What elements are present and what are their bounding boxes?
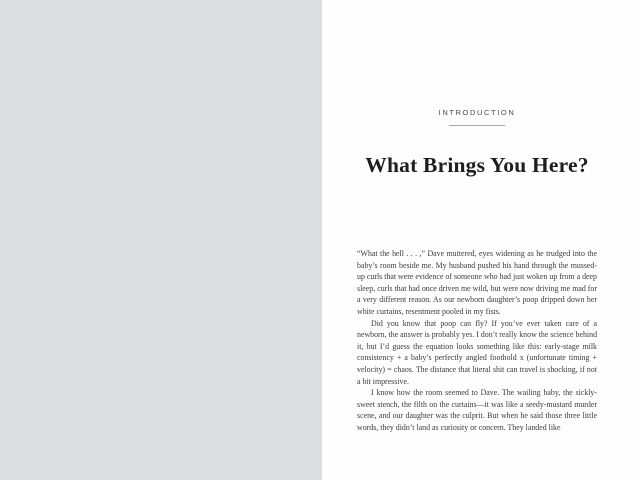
kicker-rule bbox=[449, 125, 505, 126]
page-content bbox=[357, 0, 597, 434]
chapter-title: What Brings You Here? bbox=[365, 153, 589, 177]
chapter-kicker: INTRODUCTION bbox=[438, 108, 516, 117]
body-text bbox=[357, 248, 597, 434]
paragraph: “What the hell . . . ,” Dave muttered, eyes widening as he trudged into the baby’s room beside me. My husband pushed his hand through the mussed-up curls that were evidence of someone who had just woken up from a deep sleep, curls that had once driven me wild, but were now driving me mad for a very different reason. As our newborn daughter’s poop dripped down her white curtains, resentment pooled in my fists. bbox=[357, 249, 597, 316]
book-page bbox=[322, 0, 640, 480]
paragraph: Did you know that poop can fly? If you’ve ever taken care of a newborn, the answer is probably yes. I don’t really know the science behind it, but I’d guess the equation looks something like this: early-stage milk consistency + a baby’s perfectly angled foothold x (unfortunate timing + velocity) = chaos. The distance that literal shit can travel is shocking, if not a bit impressive. bbox=[357, 318, 598, 386]
paragraph: I know how the room seemed to Dave. The wailing baby, the sickly-sweet stench, the filth on the curtains—it was like a seedy-mustard murder scene, and our daughter was the culprit. But when he said those three little words, they didn’t land as curiosity or concern. They landed like bbox=[357, 388, 597, 432]
